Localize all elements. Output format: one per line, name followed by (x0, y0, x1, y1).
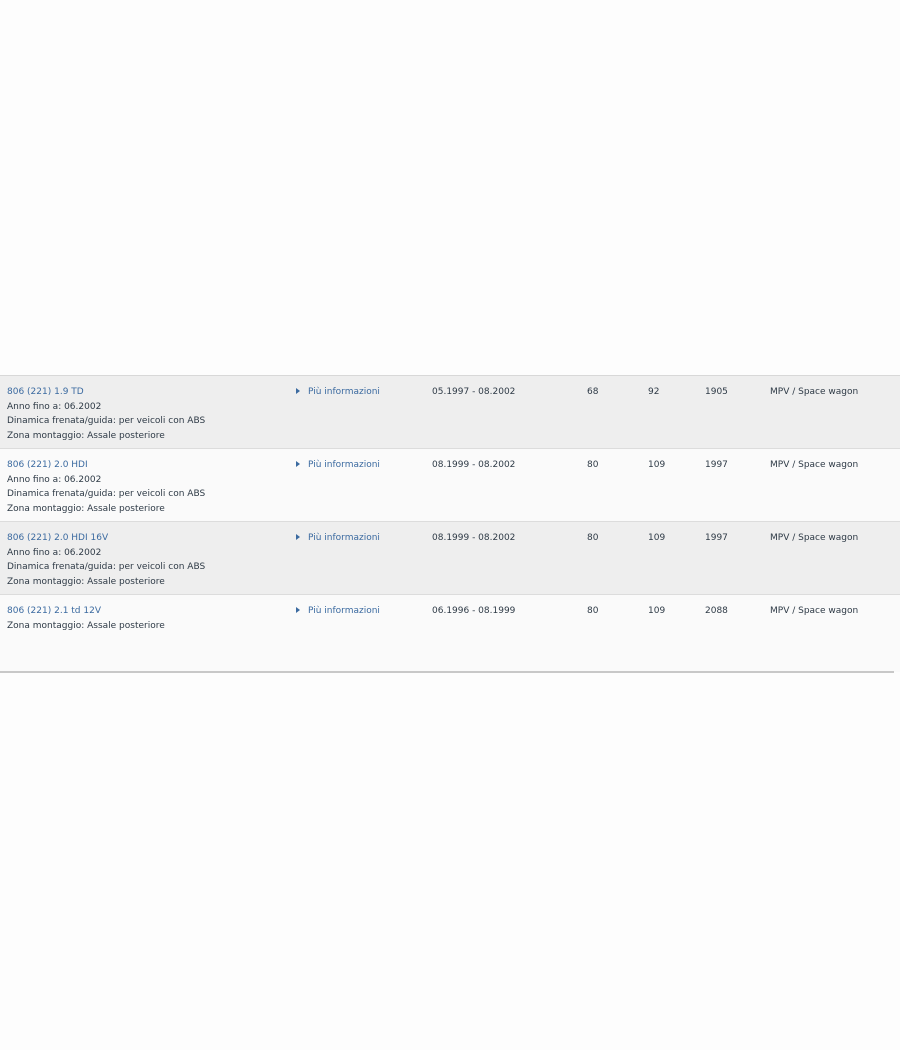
detail-text: Dinamica frenata/guida: per veicoli con ABS (7, 416, 206, 426)
more-info-link[interactable] (296, 604, 380, 619)
cc-cell: 2088 (705, 606, 728, 616)
kw-cell: 80 (587, 533, 599, 543)
kw-cell: 80 (587, 460, 599, 470)
body-type-cell: MPV / Space wagon (770, 460, 859, 470)
body-type-cell: MPV / Space wagon (770, 606, 859, 616)
caret-right-icon (296, 607, 300, 613)
vehicle-compatibility-table (0, 375, 900, 672)
detail-text: Dinamica frenata/guida: per veicoli con ABS (7, 562, 206, 572)
detail-text: Zona montaggio: Assale posteriore (7, 576, 165, 587)
body-type-cell: MPV / Space wagon (770, 387, 859, 397)
kw-cell: 68 (587, 387, 599, 397)
caret-right-icon (296, 534, 300, 540)
cc-cell: 1905 (705, 387, 728, 397)
detail-text: Zona montaggio: Assale posteriore (7, 430, 165, 441)
body-type-cell: MPV / Space wagon (770, 533, 859, 543)
more-info-label[interactable]: Più informazioni (308, 533, 380, 543)
detail-text: Anno fino a: 06.2002 (7, 401, 102, 412)
years-cell: 08.1999 - 08.2002 (432, 533, 516, 543)
more-info-label[interactable]: Più informazioni (308, 606, 380, 616)
hp-cell: 92 (648, 387, 660, 397)
model-link[interactable]: 806 (221) 2.0 HDI (7, 460, 88, 470)
model-cell (7, 604, 165, 633)
more-info-label[interactable]: Più informazioni (308, 460, 380, 470)
table-bottom-divider (0, 671, 894, 673)
years-cell: 05.1997 - 08.2002 (432, 387, 516, 397)
more-info-link[interactable] (296, 531, 380, 546)
model-cell (7, 458, 205, 516)
detail-text: Zona montaggio: Assale posteriore (7, 620, 165, 631)
detail-text: Anno fino a: 06.2002 (7, 547, 102, 558)
detail-text: Zona montaggio: Assale posteriore (7, 503, 165, 514)
more-info-link[interactable] (296, 385, 380, 400)
years-cell: 08.1999 - 08.2002 (432, 460, 516, 470)
hp-cell: 109 (648, 460, 666, 470)
years-cell: 06.1996 - 08.1999 (432, 606, 516, 616)
more-info-label[interactable]: Più informazioni (308, 387, 380, 397)
kw-cell: 80 (587, 606, 599, 616)
table-row (0, 522, 900, 595)
table-row (0, 376, 900, 449)
table-row (0, 449, 900, 522)
caret-right-icon (296, 461, 300, 467)
model-link[interactable]: 806 (221) 2.1 td 12V (7, 606, 101, 616)
model-cell (7, 385, 205, 443)
cc-cell: 1997 (705, 533, 728, 543)
more-info-link[interactable] (296, 458, 380, 473)
model-link[interactable]: 806 (221) 2.0 HDI 16V (7, 533, 109, 543)
caret-right-icon (296, 388, 300, 394)
table-row (0, 595, 900, 672)
detail-text: Anno fino a: 06.2002 (7, 474, 102, 485)
model-cell (7, 531, 205, 589)
model-link[interactable]: 806 (221) 1.9 TD (7, 387, 84, 397)
cc-cell: 1997 (705, 460, 728, 470)
detail-text: Dinamica frenata/guida: per veicoli con ABS (7, 489, 206, 499)
hp-cell: 109 (648, 533, 666, 543)
hp-cell: 109 (648, 606, 666, 616)
